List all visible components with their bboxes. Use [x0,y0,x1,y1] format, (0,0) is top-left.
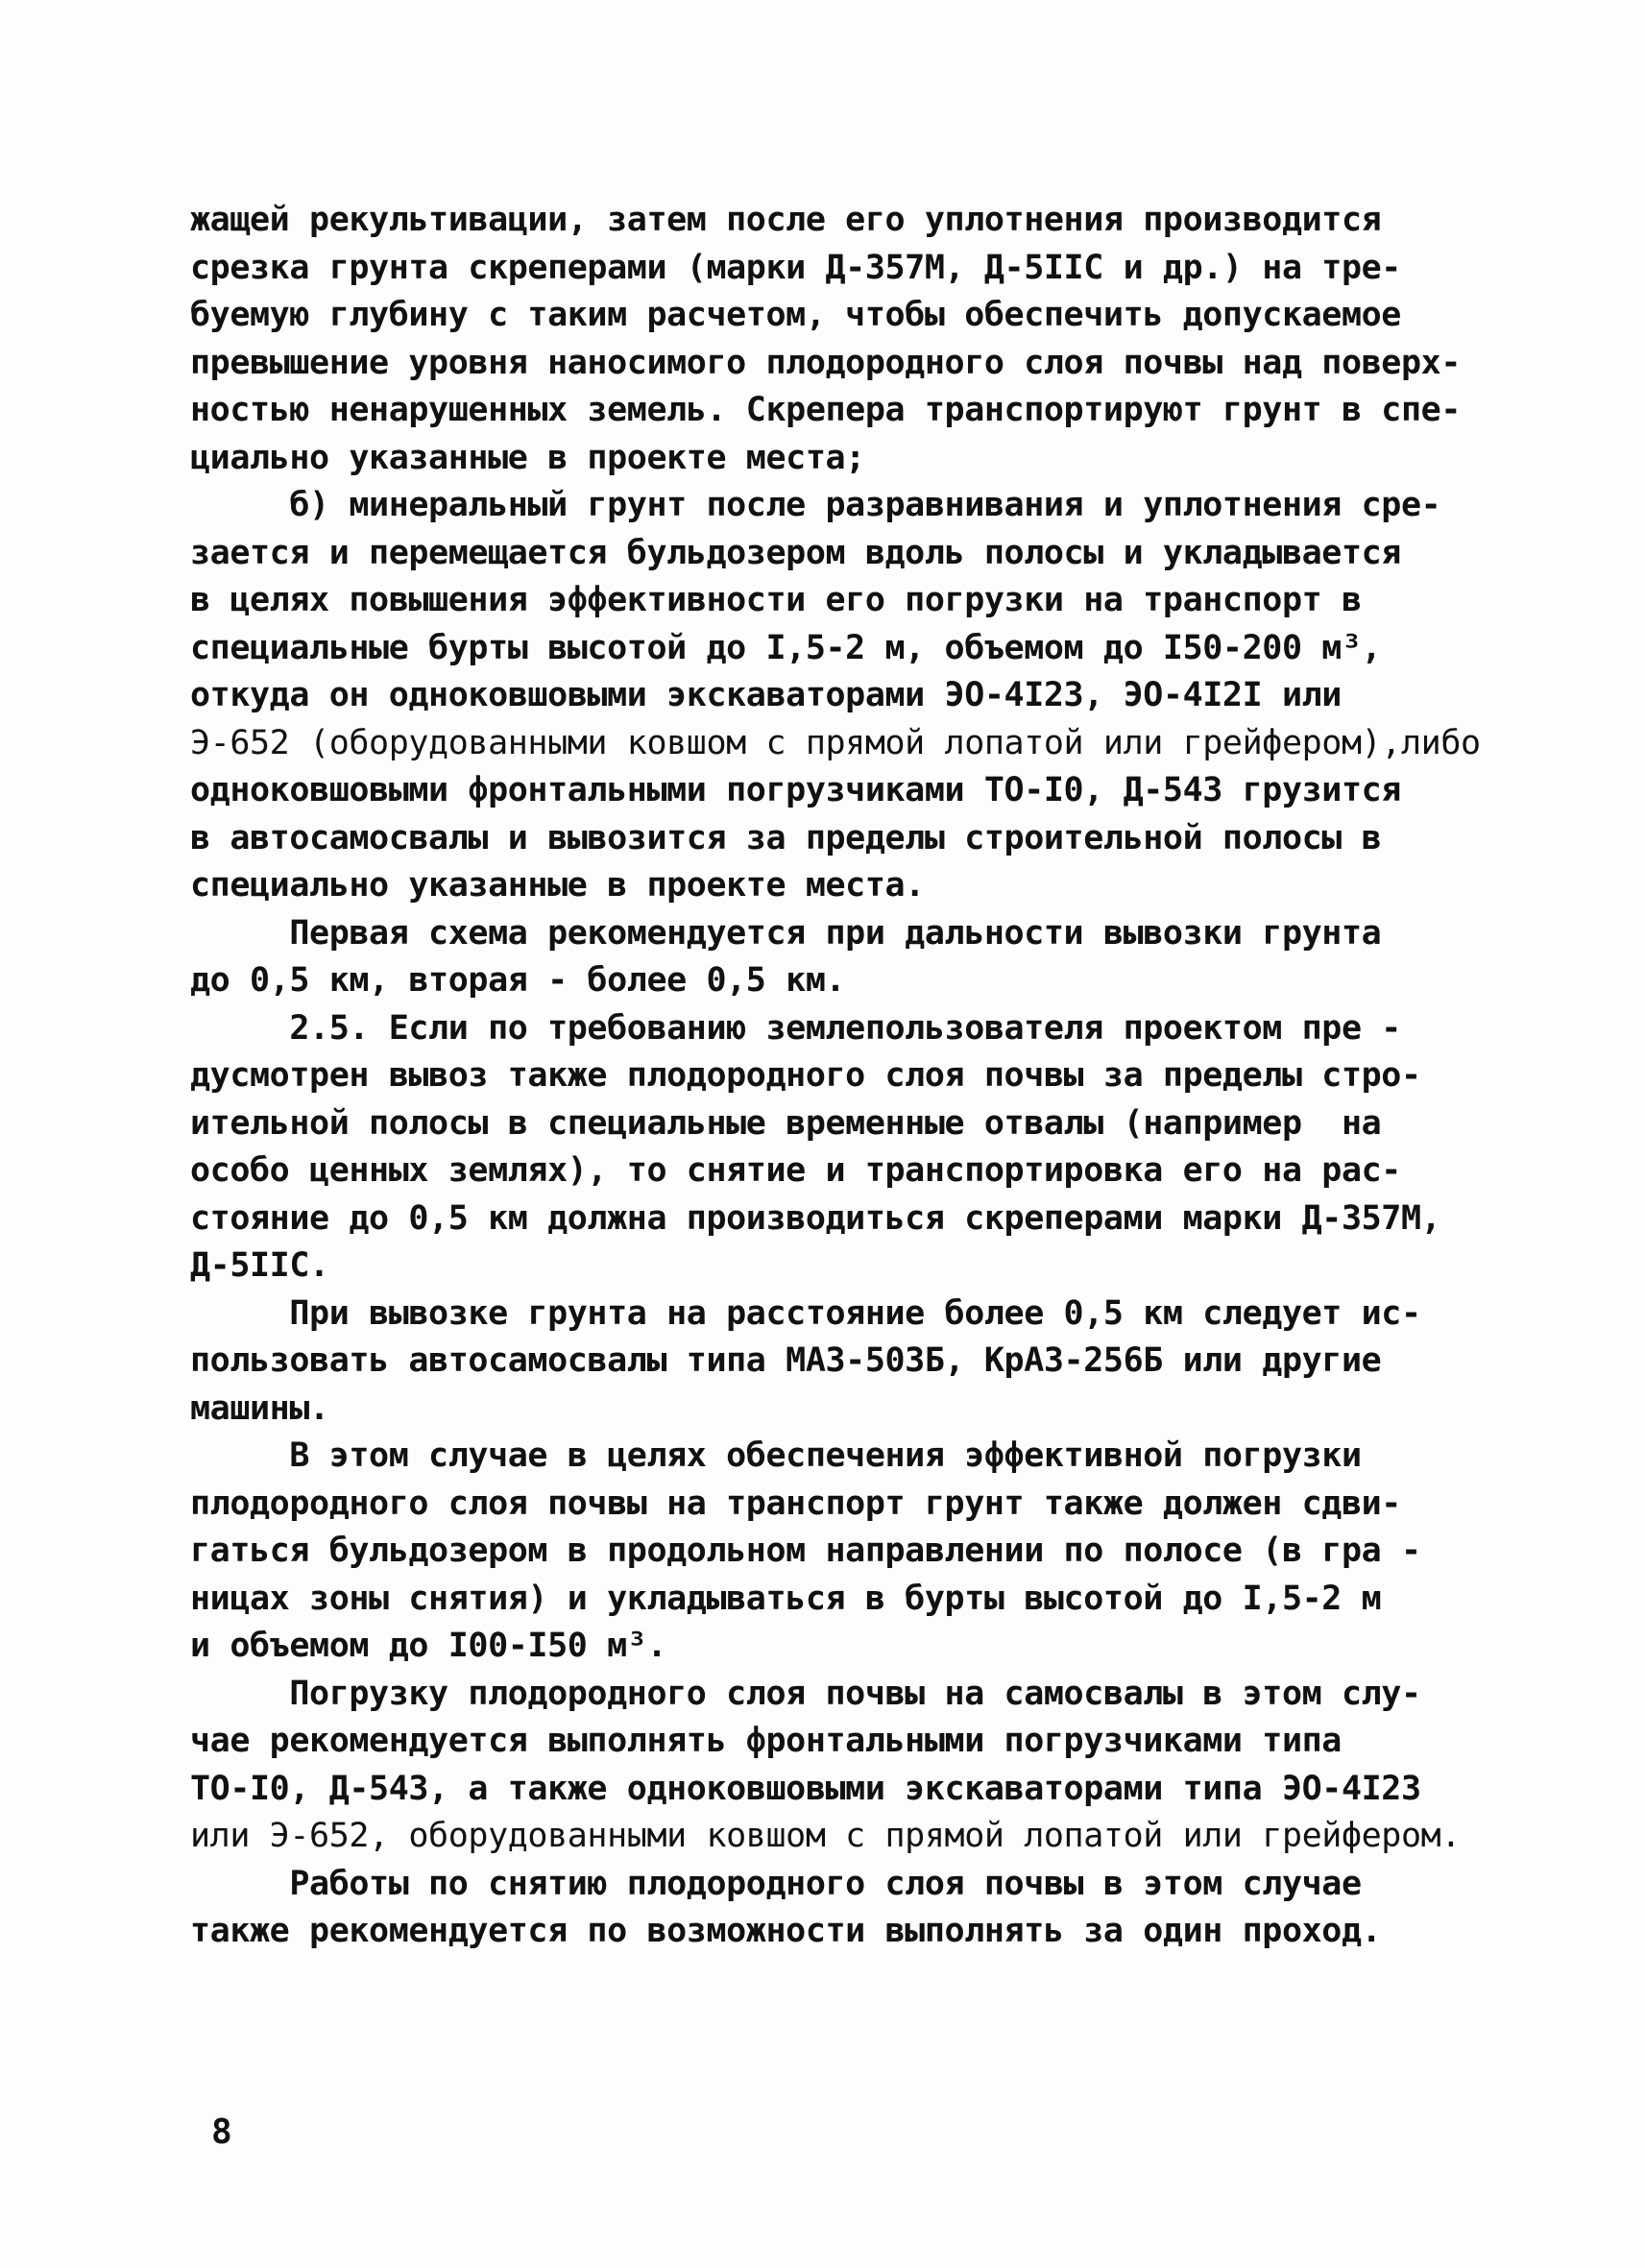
text-line: ительной полосы в специальные временные отвалы (например на [190,1103,1382,1143]
text-line: буемую глубину с таким расчетом, чтобы обеспечить допускаемое [190,296,1401,334]
text-line: также рекомендуется по возможности выполнять за один проход. [190,1912,1382,1950]
text-line: В этом случае в целях обеспечения эффективной погрузки [190,1436,1362,1475]
body-text [190,197,1481,1956]
text-line: Д-5IIС. [190,1246,329,1285]
text-line: ницах зоны снятия) и укладываться в бурты высотой до I,5-2 м [190,1579,1382,1618]
text-line: 2.5. Если по требованию землепользователя проектом пре - [190,1008,1401,1048]
text-line: ностью ненарушенных земель. Скрепера транспортируют грунт в спе- [190,391,1461,429]
text-line: чае рекомендуется выполнять фронтальными погрузчиками типа [190,1722,1342,1760]
text-line: гаться бульдозером в продольном направлении по полосе (в гра - [190,1532,1421,1570]
text-line: ТО-I0, Д-543, а также одноковшовыми экскаваторами типа ЭО-4I23 [190,1769,1421,1808]
text-line: специальные бурты высотой до I,5-2 м, объемом до I50-200 м³, [190,628,1382,667]
text-line: откуда он одноковшовыми экскаваторами ЭО-4I23, ЭО-4I2I или [190,676,1342,714]
text-line: б) минеральный грунт после разравнивания и уплотнения сре- [190,486,1441,524]
text-line: пользовать автосамосвалы типа МАЗ-503Б, КрАЗ-256Б или другие [190,1341,1382,1380]
text-line: Первая схема рекомендуется при дальности вывозки грунта [190,913,1382,953]
page-number: 8 [211,2112,232,2152]
text-line: зается и перемещается бульдозером вдоль полосы и укладывается [190,533,1401,572]
text-line: одноковшовыми фронтальными погрузчиками ТО-I0, Д-543 грузится [190,771,1401,809]
text-line: до 0,5 км, вторая - более 0,5 км. [190,961,846,1000]
text-line: в целях повышения эффективности его погрузки на транспорт в [190,581,1362,619]
text-line: Работы по снятию плодородного слоя почвы в этом случае [190,1864,1362,1903]
text-line: специально указанные в проекте места. [190,866,925,905]
text-line: или Э-652, оборудованными ковшом с прямой лопатой или грейфером. [190,1817,1461,1855]
text-line: Погрузку плодородного слоя почвы на самосвалы в этом слу- [190,1674,1421,1713]
text-line: превышение уровня наносимого плодородного слоя почвы над поверх- [190,343,1461,382]
text-line: дусмотрен вывоз также плодородного слоя почвы за пределы стро- [190,1056,1421,1095]
text-line: срезка грунта скреперами (марки Д-357М, Д-5IIС и др.) на тре- [190,248,1401,287]
text-line: и объемом до I00-I50 м³. [190,1627,667,1665]
text-line: машины. [190,1388,329,1428]
text-line: стояние до 0,5 км должна производиться скреперами марки Д-357М, [190,1198,1441,1238]
text-line: плодородного слоя почвы на транспорт грунт также должен сдви- [190,1484,1401,1523]
text-line: в автосамосвалы и вывозится за пределы строительной полосы в [190,818,1382,857]
text-line: При вывозке грунта на расстояние более 0,5 км следует ис- [190,1293,1421,1333]
text-line: особо ценных землях), то снятие и транспортировка его на рас- [190,1151,1401,1190]
text-line: Э-652 (оборудованными ковшом с прямой лопатой или грейфером),либо [190,723,1481,762]
text-line: циально указанные в проекте места; [190,438,865,477]
text-line: жащей рекультивации, затем после его уплотнения производится [190,201,1382,239]
